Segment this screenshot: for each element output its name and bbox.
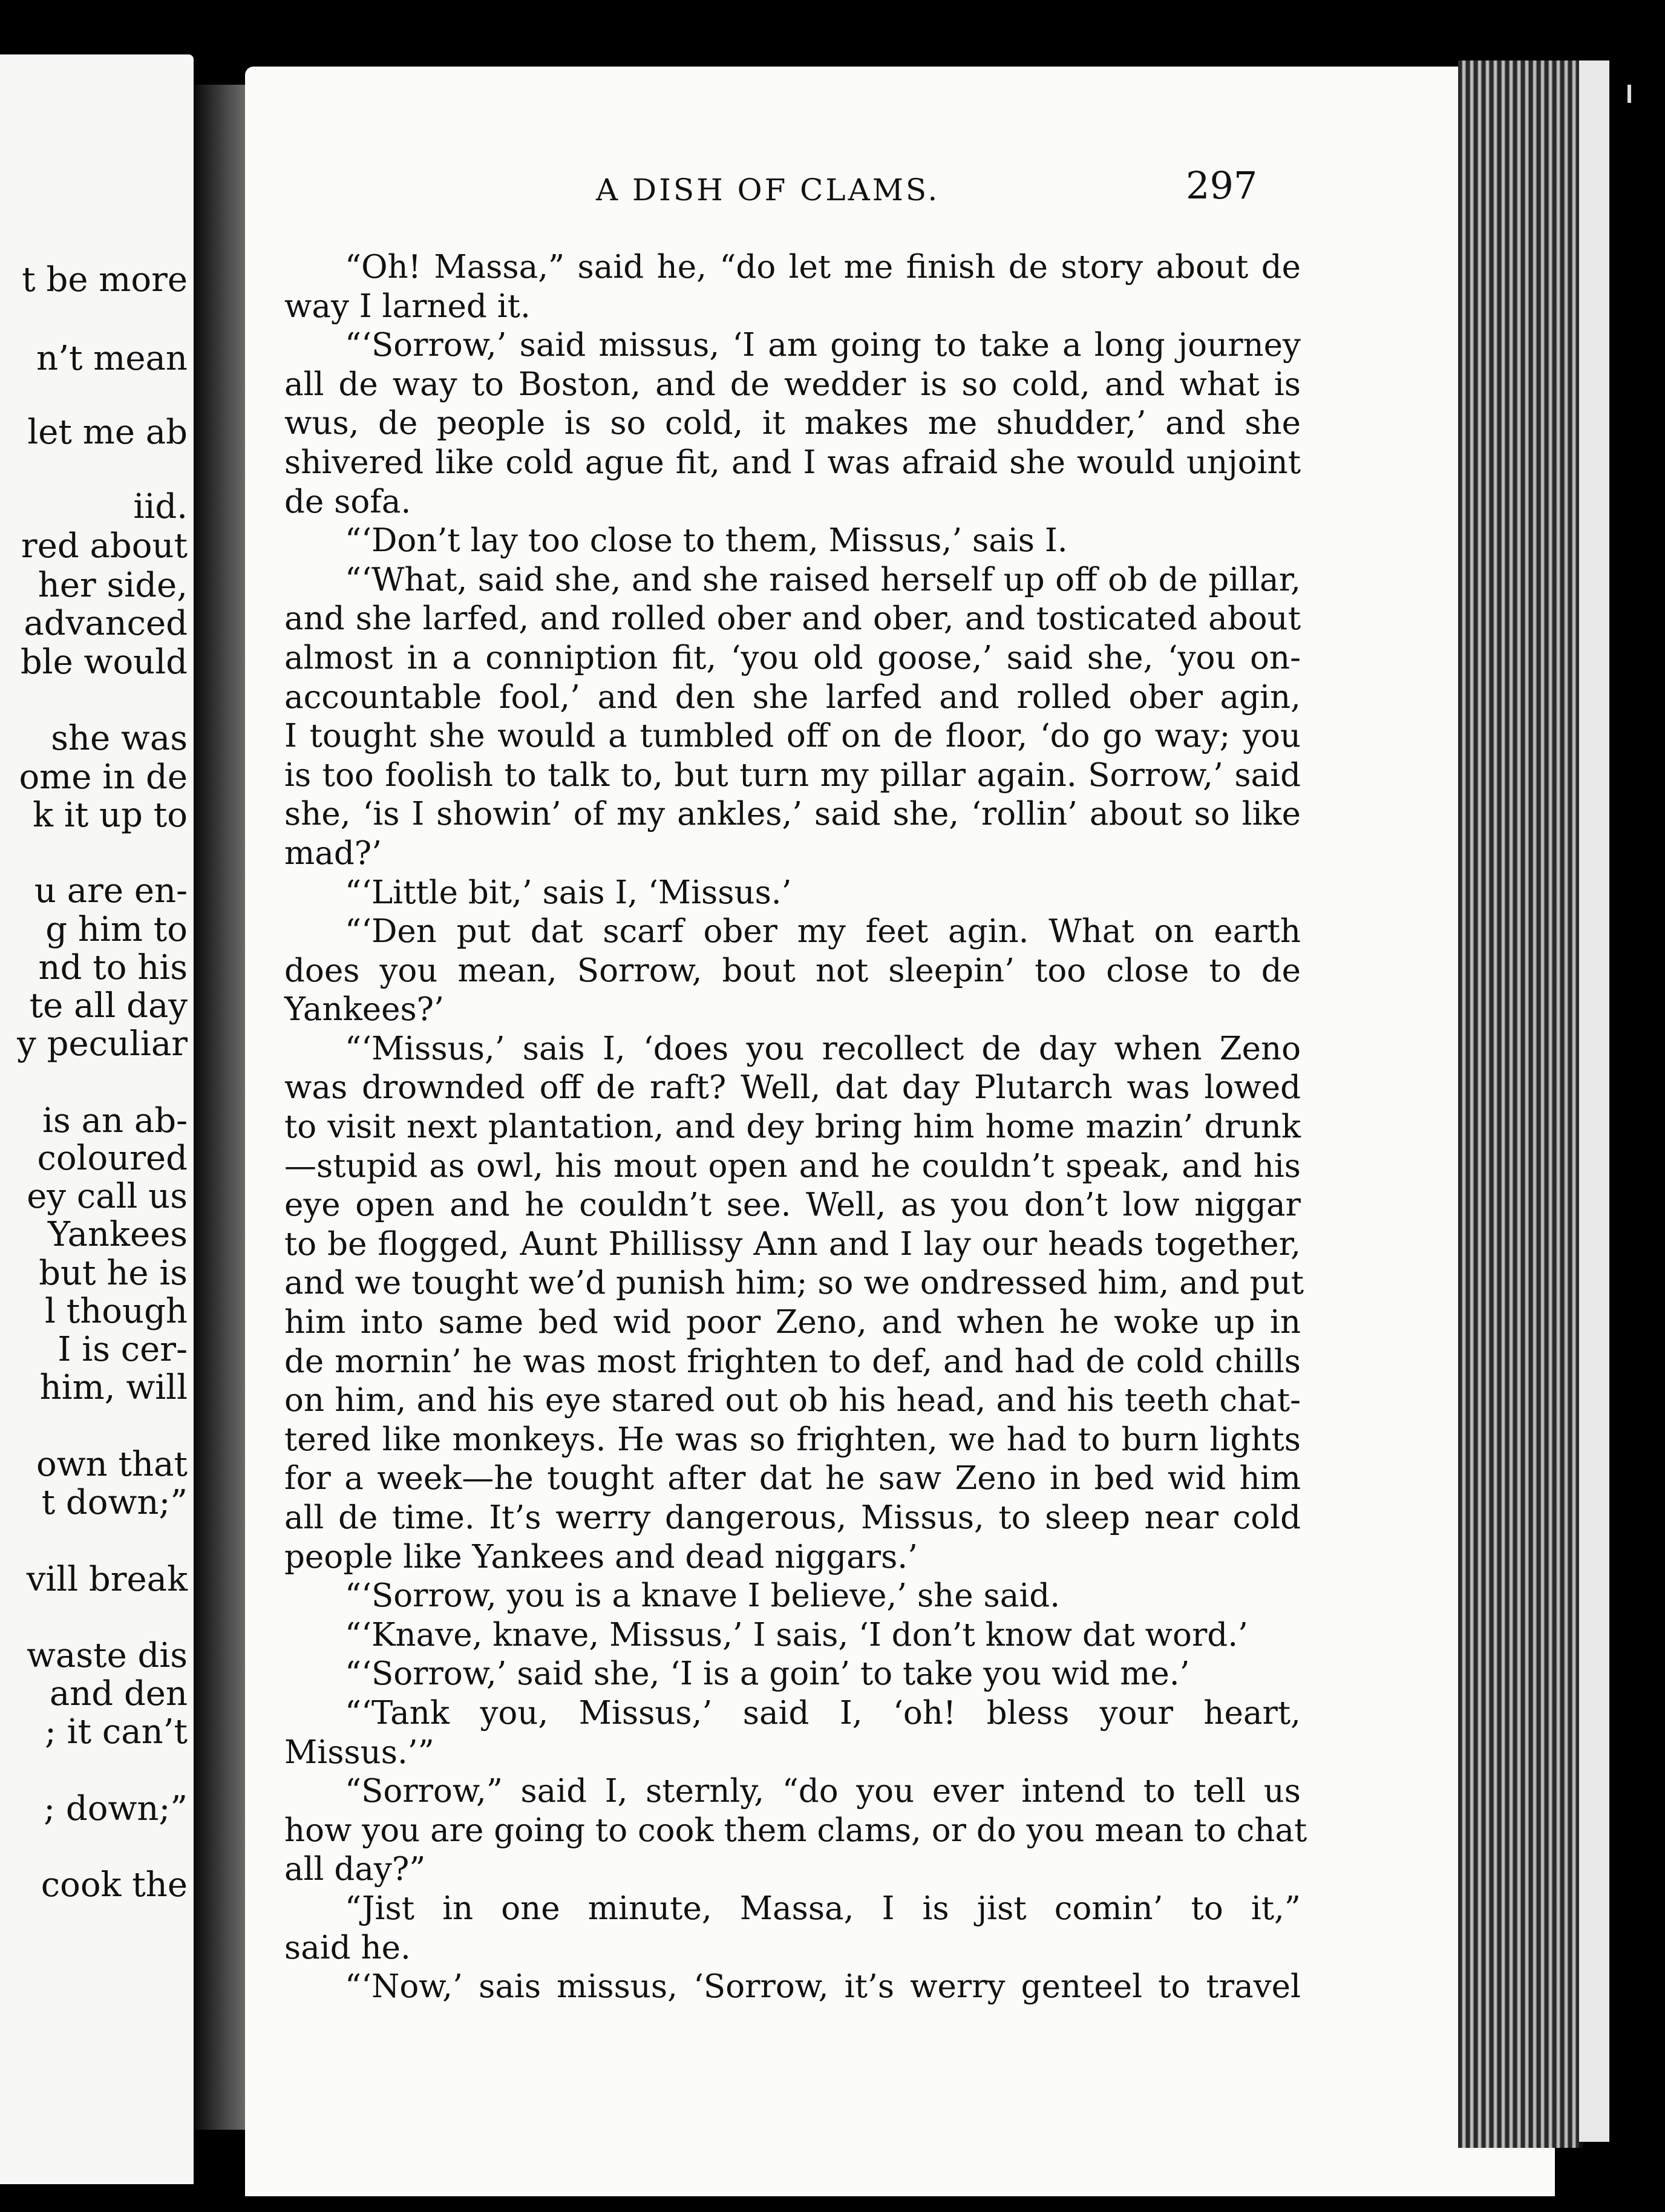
text-line: Yankees?’ — [284, 991, 444, 1029]
text-line: —stupid as owl, his mout open and he couldn’t speak, and his — [284, 1147, 1301, 1185]
left-page-text-fragment: own that — [36, 1445, 188, 1484]
text-line: “‘Knave, knave, Missus,’ I sais, ‘I don’t know dat word.’ — [345, 1616, 1248, 1654]
text-line: “Jist in one minute, Massa, I is jist comin’ to it,” — [345, 1890, 1301, 1927]
left-page-text-fragment: y peculiar — [17, 1024, 188, 1064]
text-line: him into same bed wid poor Zeno, and when he woke up in — [284, 1304, 1301, 1341]
page-number: 297 — [1186, 163, 1258, 208]
text-line: is too foolish to talk to, but turn my pillar again. Sorrow,’ said — [284, 756, 1301, 794]
left-page-text-fragment: u are en- — [34, 871, 188, 911]
text-line: all de way to Boston, and de wedder is so cold, and what is — [284, 365, 1301, 403]
text-line: does you mean, Sorrow, bout not sleepin’ too close to de — [284, 952, 1301, 989]
page-edges — [1458, 61, 1583, 2148]
left-page-text-fragment: n’t mean — [36, 339, 188, 378]
text-line: she, ‘is I showin’ of my ankles,’ said she, ‘rollin’ about so like — [284, 796, 1301, 833]
left-page-text-fragment: k it up to — [33, 796, 188, 835]
page-edge-highlight — [1579, 61, 1609, 2142]
text-line: all day?” — [284, 1851, 426, 1888]
text-line: de mornin’ he was most frighten to def, and had de cold chills — [284, 1343, 1301, 1380]
scan-artifact — [1627, 85, 1631, 103]
text-line: all de time. It’s werry dangerous, Missus, to sleep near cold — [284, 1499, 1301, 1536]
left-page-text-fragment: red about — [21, 526, 188, 566]
text-line: “Sorrow,” said I, sternly, “do you ever intend to tell us — [345, 1773, 1301, 1810]
left-page — [0, 54, 194, 2184]
text-line: “‘Den put dat scarf ober my feet agin. What on earth — [345, 913, 1301, 951]
text-line: way I larned it. — [284, 287, 531, 325]
text-line: to be flogged, Aunt Phillissy Ann and I lay our heads together, — [284, 1225, 1301, 1263]
left-page-text-fragment: t down;” — [41, 1483, 188, 1522]
left-page-text-fragment: her side, — [38, 566, 188, 605]
text-line: “‘What, said she, and she raised herself up off ob de pillar, — [345, 561, 1301, 598]
left-page-text-fragment: ey call us — [27, 1177, 188, 1216]
left-page-text-fragment: te all day — [29, 986, 188, 1026]
text-line: shivered like cold ague fit, and I was afraid she would unjoint — [284, 443, 1301, 481]
left-page-text-fragment: cook the — [41, 1865, 188, 1905]
text-line: “Oh! Massa,” said he, “do let me finish de story about de — [345, 249, 1301, 286]
text-line: “‘Tank you, Missus,’ said I, ‘oh! bless your heart, — [345, 1694, 1301, 1732]
running-head: A DISH OF CLAMS. — [596, 172, 940, 208]
text-line: said he. — [284, 1929, 411, 1966]
text-line: almost in a conniption fit, ‘you old goose,’ said she, ‘you on- — [284, 639, 1301, 676]
text-line: “‘Sorrow,’ said she, ‘I is a goin’ to take you wid me.’ — [345, 1655, 1190, 1693]
text-line: on him, and his eye stared out ob his head, and his teeth chat- — [284, 1382, 1301, 1419]
text-line: people like Yankees and dead niggars.’ — [284, 1538, 918, 1576]
text-line: “‘Sorrow, you is a knave I believe,’ she said. — [345, 1577, 1061, 1615]
body-text — [284, 248, 1307, 2007]
text-line: “‘Missus,’ sais I, ‘does you recollect de day when Zeno — [345, 1030, 1301, 1067]
left-page-text-fragment: she was — [51, 719, 188, 758]
left-page-text-fragment: let me ab — [27, 413, 188, 452]
left-page-text-fragment: waste dis — [27, 1636, 188, 1675]
left-page-text-fragment: ble would — [20, 643, 188, 682]
left-page-text-fragment: coloured — [37, 1139, 188, 1178]
text-line: for a week—he tought after dat he saw Zeno in bed wid him — [284, 1460, 1301, 1497]
left-page-text-fragment: ; down;” — [44, 1789, 188, 1828]
left-page-text-fragment: ; it can’t — [44, 1712, 188, 1752]
text-line: how you are going to cook them clams, or do you mean to chat — [284, 1811, 1307, 1849]
left-page-text-fragment: him, will — [39, 1368, 188, 1407]
text-line: was drownded off de raft? Well, dat day Plutarch was lowed — [284, 1069, 1301, 1107]
left-page-text-fragment: advanced — [24, 604, 188, 643]
left-page-text-fragment: ome in de — [19, 758, 188, 797]
text-line: mad?’ — [284, 834, 382, 872]
left-page-text-fragment: g him to — [45, 910, 188, 949]
text-line: de sofa. — [284, 483, 411, 520]
text-line: I tought she would a tumbled off on de floor, ‘do go way; you — [284, 718, 1301, 755]
text-line: “‘Don’t lay too close to them, Missus,’ sais I. — [345, 522, 1068, 560]
text-line: to visit next plantation, and dey bring him home mazin’ drunk — [284, 1108, 1301, 1146]
text-line: and we tought we’d punish him; so we ondressed him, and put — [284, 1265, 1304, 1302]
left-page-text-fragment: nd to his — [38, 948, 188, 987]
left-page-text-fragment: t be more — [22, 260, 188, 299]
left-page-text-fragment: vill break — [26, 1560, 188, 1599]
text-line: “‘Sorrow,’ said missus, ‘I am going to take a long journey — [345, 327, 1301, 364]
text-line: “‘Now,’ sais missus, ‘Sorrow, it’s werry genteel to travel — [345, 1968, 1301, 2006]
left-page-text-fragment: and den — [49, 1674, 188, 1713]
left-page-text-fragment: I is cer- — [57, 1330, 188, 1369]
text-line: “‘Little bit,’ sais I, ‘Missus.’ — [345, 874, 792, 911]
left-page-text-fragment: iid. — [133, 487, 188, 526]
text-line: Missus.’” — [284, 1733, 434, 1771]
text-line: eye open and he couldn’t see. Well, as you don’t low niggar — [284, 1186, 1301, 1224]
left-page-text-fragment: Yankees — [47, 1215, 188, 1254]
left-page-text-fragment: is an ab- — [42, 1101, 188, 1140]
text-line: accountable fool,’ and den she larfed and rolled ober agin, — [284, 678, 1301, 716]
text-line: wus, de people is so cold, it makes me shudder,’ and she — [284, 405, 1301, 442]
left-page-text-fragment: but he is — [39, 1254, 188, 1293]
text-line: and she larfed, and rolled ober and ober, and tosticated about — [284, 600, 1301, 638]
text-line: tered like monkeys. He was so frighten, we had to burn lights — [284, 1421, 1301, 1458]
left-page-text-fragment: l though — [45, 1292, 188, 1331]
